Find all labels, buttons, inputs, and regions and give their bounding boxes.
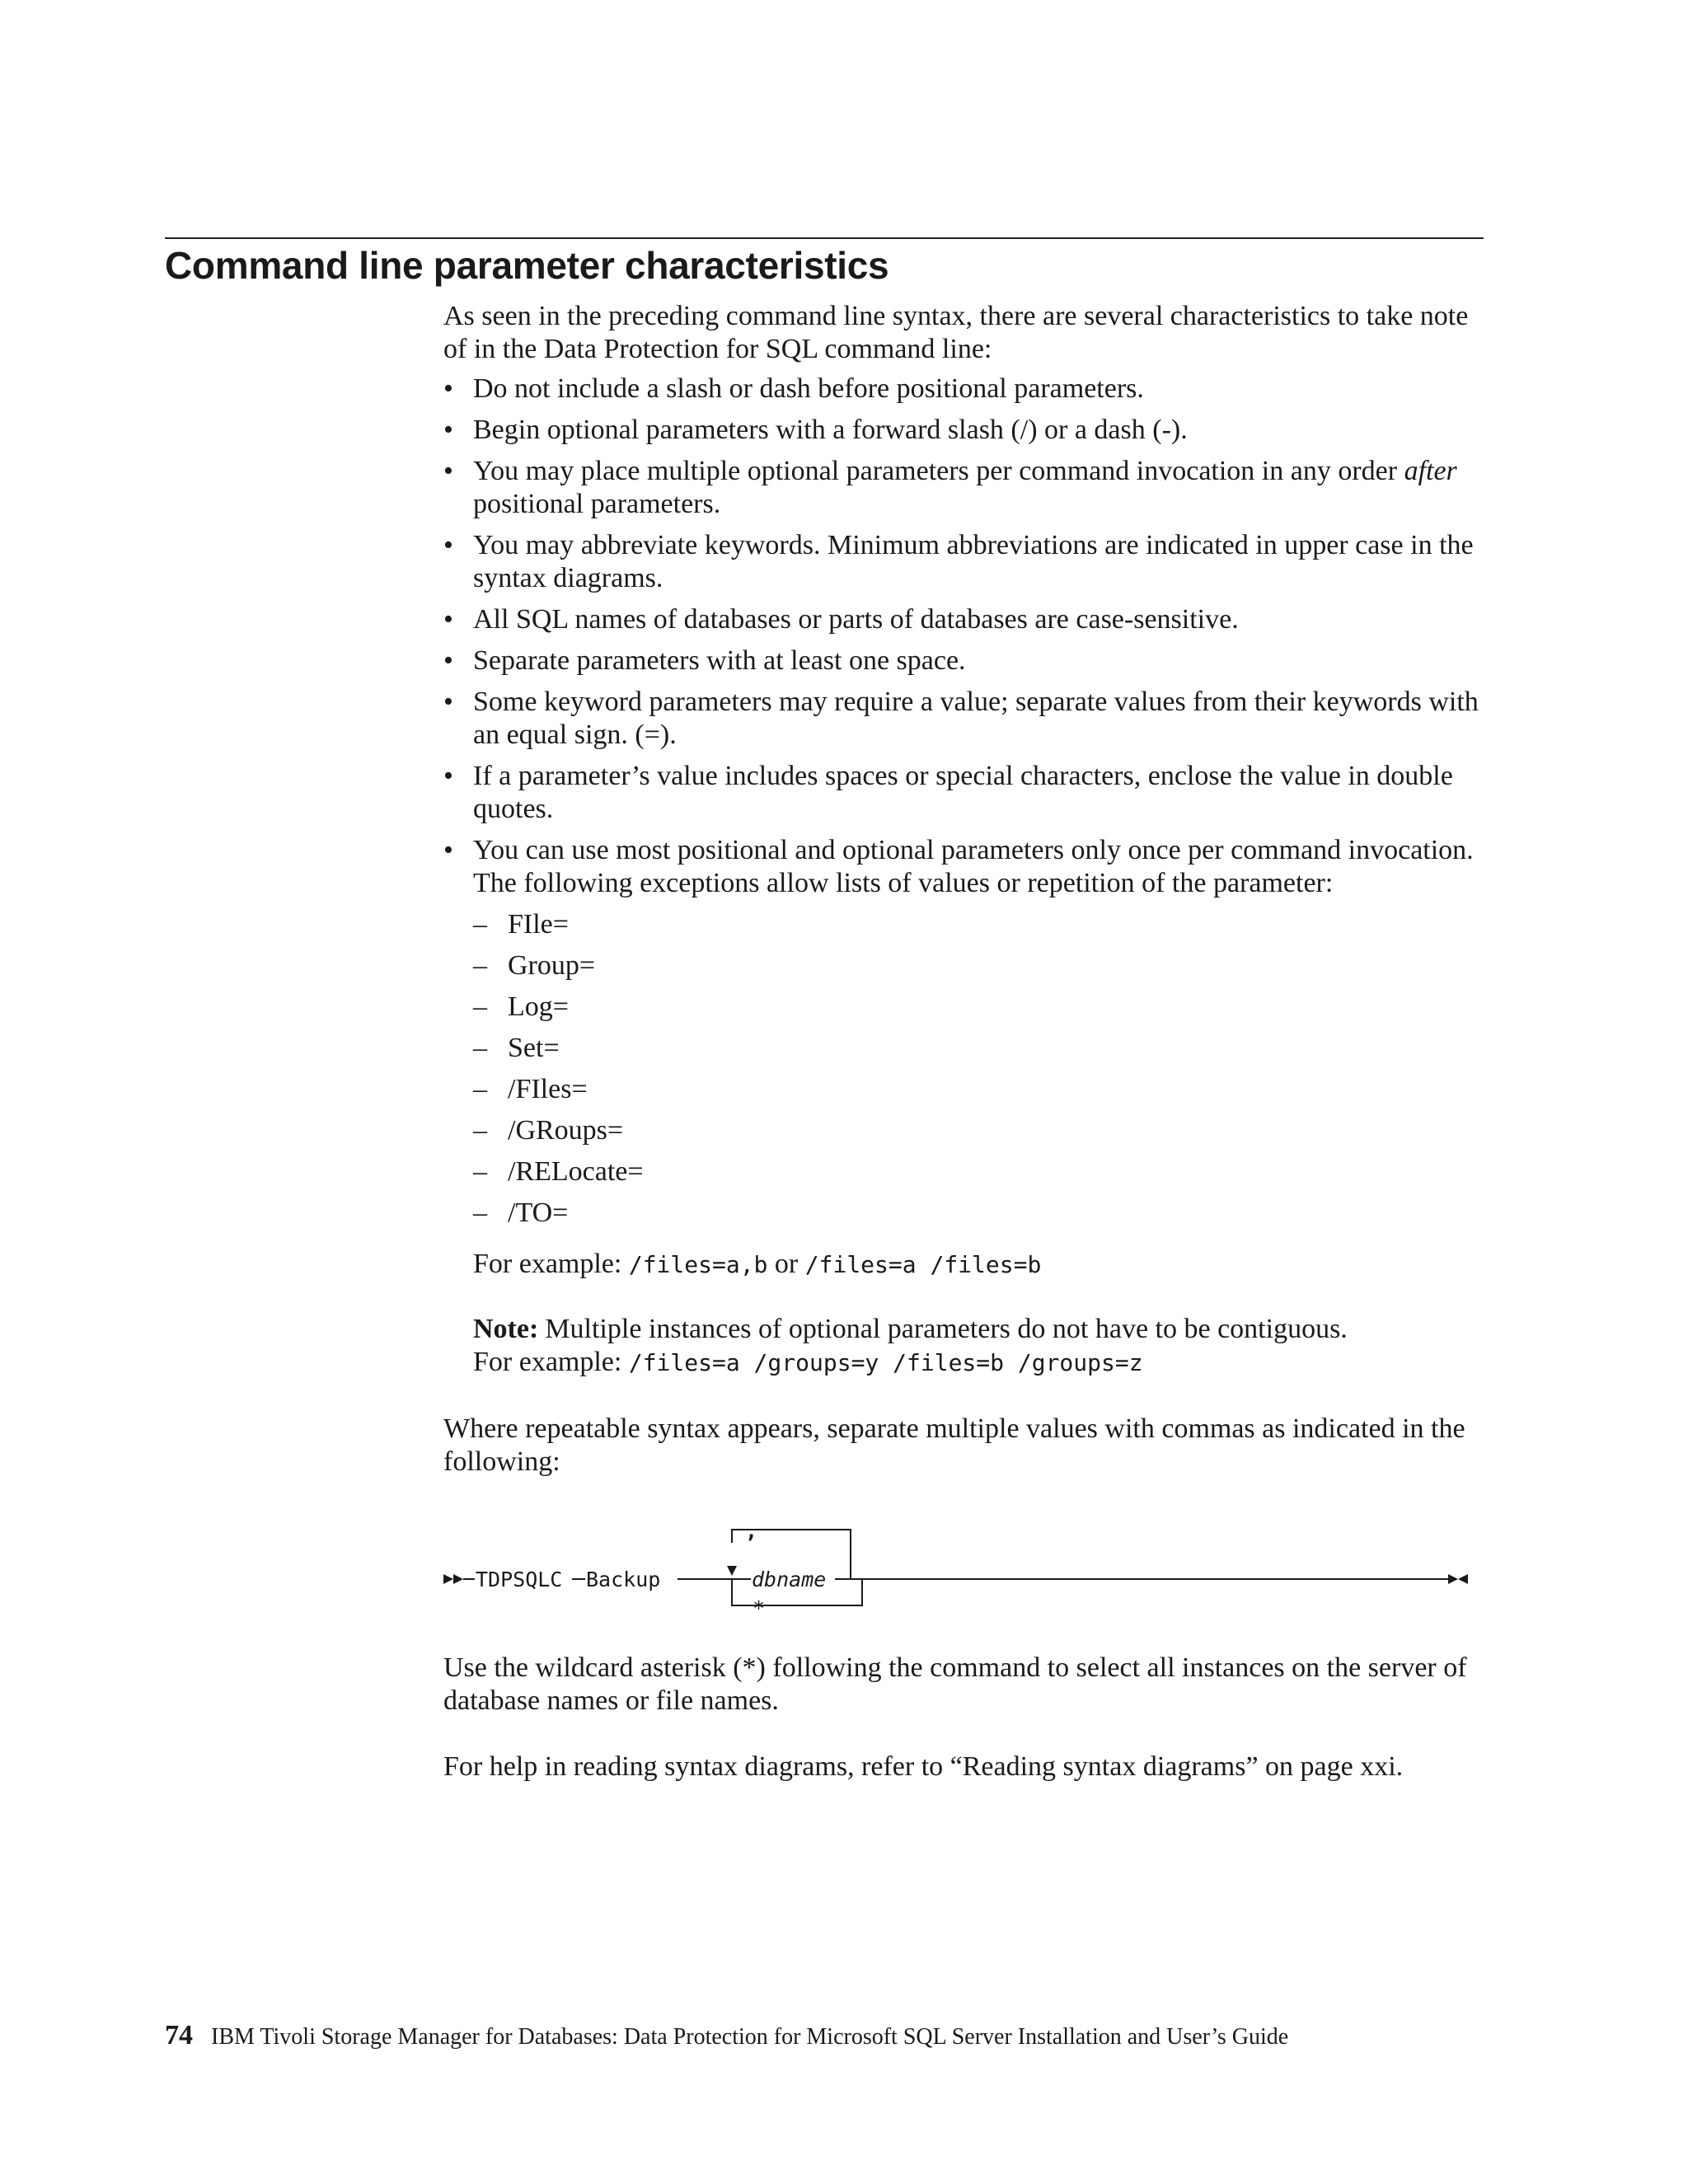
example-line	[473, 1248, 1490, 1282]
exception-text: FIle=	[508, 909, 569, 940]
bullet-symbol: •	[443, 456, 453, 486]
diagram-separator: ,	[745, 1519, 758, 1543]
example-code-1: /files=a,b	[628, 1251, 768, 1278]
note-example-line	[473, 1346, 1490, 1380]
exception-text: /FIles=	[508, 1074, 588, 1104]
bullet-text: You can use most positional and optional parameters only once per command invocation. The following exceptions allow lists of values or repetition of the parameter:	[473, 835, 1474, 898]
bullet-text: Separate parameters with at least one space.	[473, 645, 966, 676]
bullet-text: Do not include a slash or dash before positional parameters.	[473, 373, 1144, 404]
diagram-wildcard: *	[753, 1596, 766, 1620]
exceptions-list	[473, 908, 1490, 1230]
dash-symbol: –	[473, 1115, 487, 1146]
exception-item	[473, 1073, 1490, 1106]
syntax-diagram	[443, 1513, 1482, 1629]
dash-symbol: –	[473, 950, 487, 981]
bullet-text: Begin optional parameters with a forward slash (/) or a dash (-).	[473, 415, 1188, 445]
exception-item	[473, 1032, 1490, 1065]
exception-item	[473, 949, 1490, 982]
bullet-item	[443, 455, 1490, 521]
bullet-symbol: •	[443, 645, 453, 676]
exception-item	[473, 991, 1490, 1024]
exception-text: Set=	[508, 1033, 560, 1063]
bullet-symbol: •	[443, 373, 453, 404]
wildcard-paragraph: Use the wildcard asterisk (*) following the command to select all instances on the server of database names or file names.	[443, 1652, 1467, 1716]
note-block	[473, 1313, 1490, 1380]
bullet-item	[443, 603, 1490, 636]
diagram-command: TDPSQLC	[476, 1568, 563, 1591]
repeat-paragraph: Where repeatable syntax appears, separate multiple values with commas as indicated in the following:	[443, 1413, 1465, 1477]
bullet-text: Some keyword parameters may require a value; separate values from their keywords with an equal sign. (=).	[473, 687, 1479, 750]
dash-symbol: –	[473, 1033, 487, 1063]
exception-text: /GRoups=	[508, 1115, 624, 1146]
exception-text: Group=	[508, 950, 596, 981]
exception-item	[473, 1155, 1490, 1188]
exception-text: /TO=	[508, 1197, 569, 1228]
bullet-text-end: positional parameters.	[473, 489, 721, 519]
bullet-text-start: You may place multiple optional parameters per command invocation in any order	[473, 456, 1404, 486]
bullet-symbol: •	[443, 604, 453, 635]
note-example-code: /files=a /groups=y /files=b /groups=z	[628, 1349, 1143, 1376]
characteristics-list	[443, 373, 1490, 1230]
dash-symbol: –	[473, 1074, 487, 1104]
repeat-arrow-icon	[727, 1566, 737, 1576]
bullet-text: You may abbreviate keywords. Minimum abbreviations are indicated in upper case in the syntax diagrams.	[473, 530, 1474, 593]
section-body	[443, 300, 1490, 1783]
exception-text: /RELocate=	[508, 1156, 644, 1187]
bullet-text	[473, 456, 1457, 519]
intro-paragraph: As seen in the preceding command line syntax, there are several characteristics to take note of in the Data Protection for SQL command line:	[443, 301, 1469, 364]
bullet-item	[443, 644, 1490, 677]
note-label: Note:	[473, 1314, 539, 1344]
bullet-item	[443, 373, 1490, 405]
emphasis-text: after	[1404, 456, 1457, 486]
end-arrows-icon	[1448, 1574, 1468, 1584]
bullet-symbol: •	[443, 415, 453, 445]
example-prefix: For example:	[473, 1249, 629, 1279]
bullet-symbol: •	[443, 687, 453, 717]
note-text: Multiple instances of optional parameters do not have to be contiguous.	[545, 1314, 1348, 1344]
bullet-text: All SQL names of databases or parts of databases are case-sensitive.	[473, 604, 1239, 635]
page-footer	[165, 2019, 1288, 2054]
example-middle: or	[767, 1249, 805, 1279]
diagram-action: Backup	[586, 1568, 661, 1591]
dash-symbol: –	[473, 1156, 487, 1187]
book-title: IBM Tivoli Storage Manager for Databases: Data Protection for Microsoft SQL Server Installation and User’s Guide	[211, 2024, 1289, 2050]
note-line	[473, 1313, 1490, 1346]
bullet-symbol: •	[443, 761, 453, 791]
bullet-text: If a parameter’s value includes spaces or special characters, enclose the value in double quotes.	[473, 761, 1453, 824]
bullet-item	[443, 834, 1490, 1230]
dash-symbol: –	[473, 909, 487, 940]
help-paragraph: For help in reading syntax diagrams, refer to “Reading syntax diagrams” on page xxi.	[443, 1751, 1404, 1782]
exception-item	[473, 1197, 1490, 1230]
bullet-symbol: •	[443, 530, 453, 560]
page-number: 74	[165, 2020, 193, 2050]
bullet-item	[443, 686, 1490, 752]
bullet-item	[443, 529, 1490, 595]
exception-text: Log=	[508, 991, 569, 1022]
dash-symbol: –	[473, 991, 487, 1022]
section-heading: Command line parameter characteristics	[165, 244, 889, 287]
diagram-parameter: dbname	[752, 1568, 827, 1591]
exception-item	[473, 908, 1490, 941]
exception-item	[473, 1114, 1490, 1147]
example-code-2: /files=a /files=b	[804, 1251, 1042, 1278]
bullet-item	[443, 414, 1490, 447]
start-arrows-icon	[443, 1574, 463, 1584]
bullet-symbol: •	[443, 835, 453, 865]
dash-symbol: –	[473, 1197, 487, 1228]
note-example-prefix: For example:	[473, 1347, 629, 1377]
bullet-item	[443, 760, 1490, 826]
